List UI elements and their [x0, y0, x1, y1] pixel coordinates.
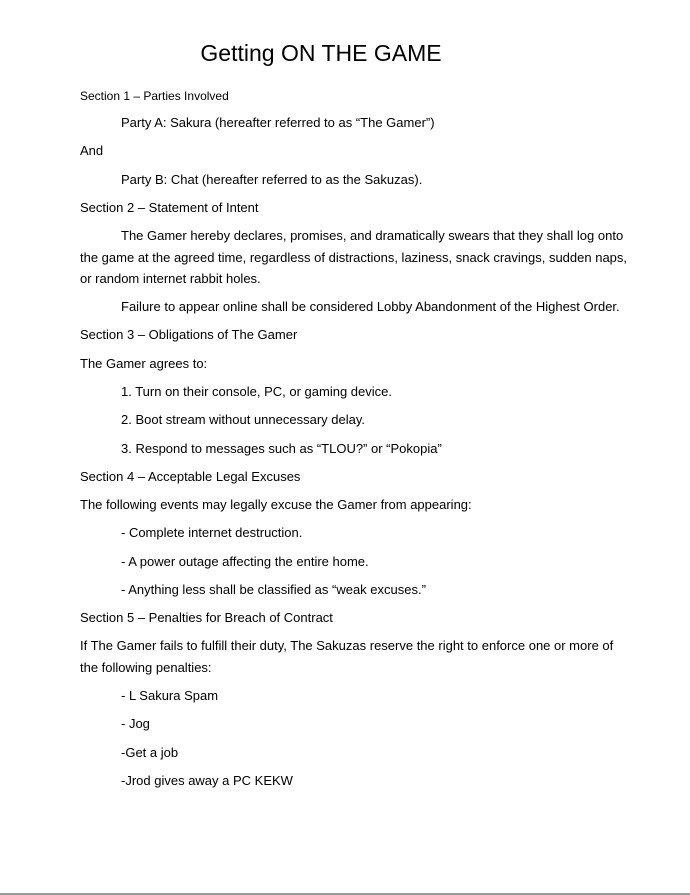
intent-paragraph-line-3: or random internet rabbit holes. — [80, 271, 261, 286]
excuses-intro: The following events may legally excuse the Gamer from appearing: — [80, 497, 472, 512]
list-item: -Jrod gives away a PC KEKW — [121, 773, 293, 788]
party-a-line: Party A: Sakura (hereafter referred to as “The Gamer”) — [121, 115, 435, 130]
list-item: - Anything less shall be classified as “weak excuses.” — [121, 582, 426, 597]
list-item: 2. Boot stream without unnecessary delay. — [121, 412, 365, 427]
list-item: -Get a job — [121, 745, 179, 760]
party-b-line: Party B: Chat (hereafter referred to as the Sakuzas). — [121, 172, 423, 187]
list-item: - A power outage affecting the entire home. — [121, 554, 369, 569]
list-item: - Complete internet destruction. — [121, 525, 303, 540]
obligations-intro: The Gamer agrees to: — [80, 356, 208, 371]
intent-paragraph-line-2: the game at the agreed time, regardless of distractions, laziness, snack cravings, sudden naps, — [80, 250, 628, 265]
list-item: 3. Respond to messages such as “TLOU?” or “Pokopia” — [121, 441, 442, 456]
list-item: 1. Turn on their console, PC, or gaming device. — [121, 384, 392, 399]
section-1-heading: Section 1 – Parties Involved — [80, 89, 229, 103]
list-item: - L Sakura Spam — [121, 688, 219, 703]
section-2-heading: Section 2 – Statement of Intent — [80, 200, 259, 215]
failure-statement: Failure to appear online shall be considered Lobby Abandonment of the Highest Order. — [121, 299, 620, 314]
section-4-heading: Section 4 – Acceptable Legal Excuses — [80, 469, 301, 484]
list-item: - Jog — [121, 716, 150, 731]
section-3-heading: Section 3 – Obligations of The Gamer — [80, 327, 298, 342]
penalties-intro-line-1: If The Gamer fails to fulfill their duty, The Sakuzas reserve the right to enforce one or more of — [80, 638, 614, 653]
intent-paragraph-line-1: The Gamer hereby declares, promises, and dramatically swears that they shall log onto — [121, 228, 624, 243]
penalties-intro-line-2: the following penalties: — [80, 660, 212, 675]
and-line: And — [80, 143, 104, 158]
section-5-heading: Section 5 – Penalties for Breach of Contract — [80, 610, 333, 625]
document-title: Getting ON THE GAME — [200, 40, 442, 66]
